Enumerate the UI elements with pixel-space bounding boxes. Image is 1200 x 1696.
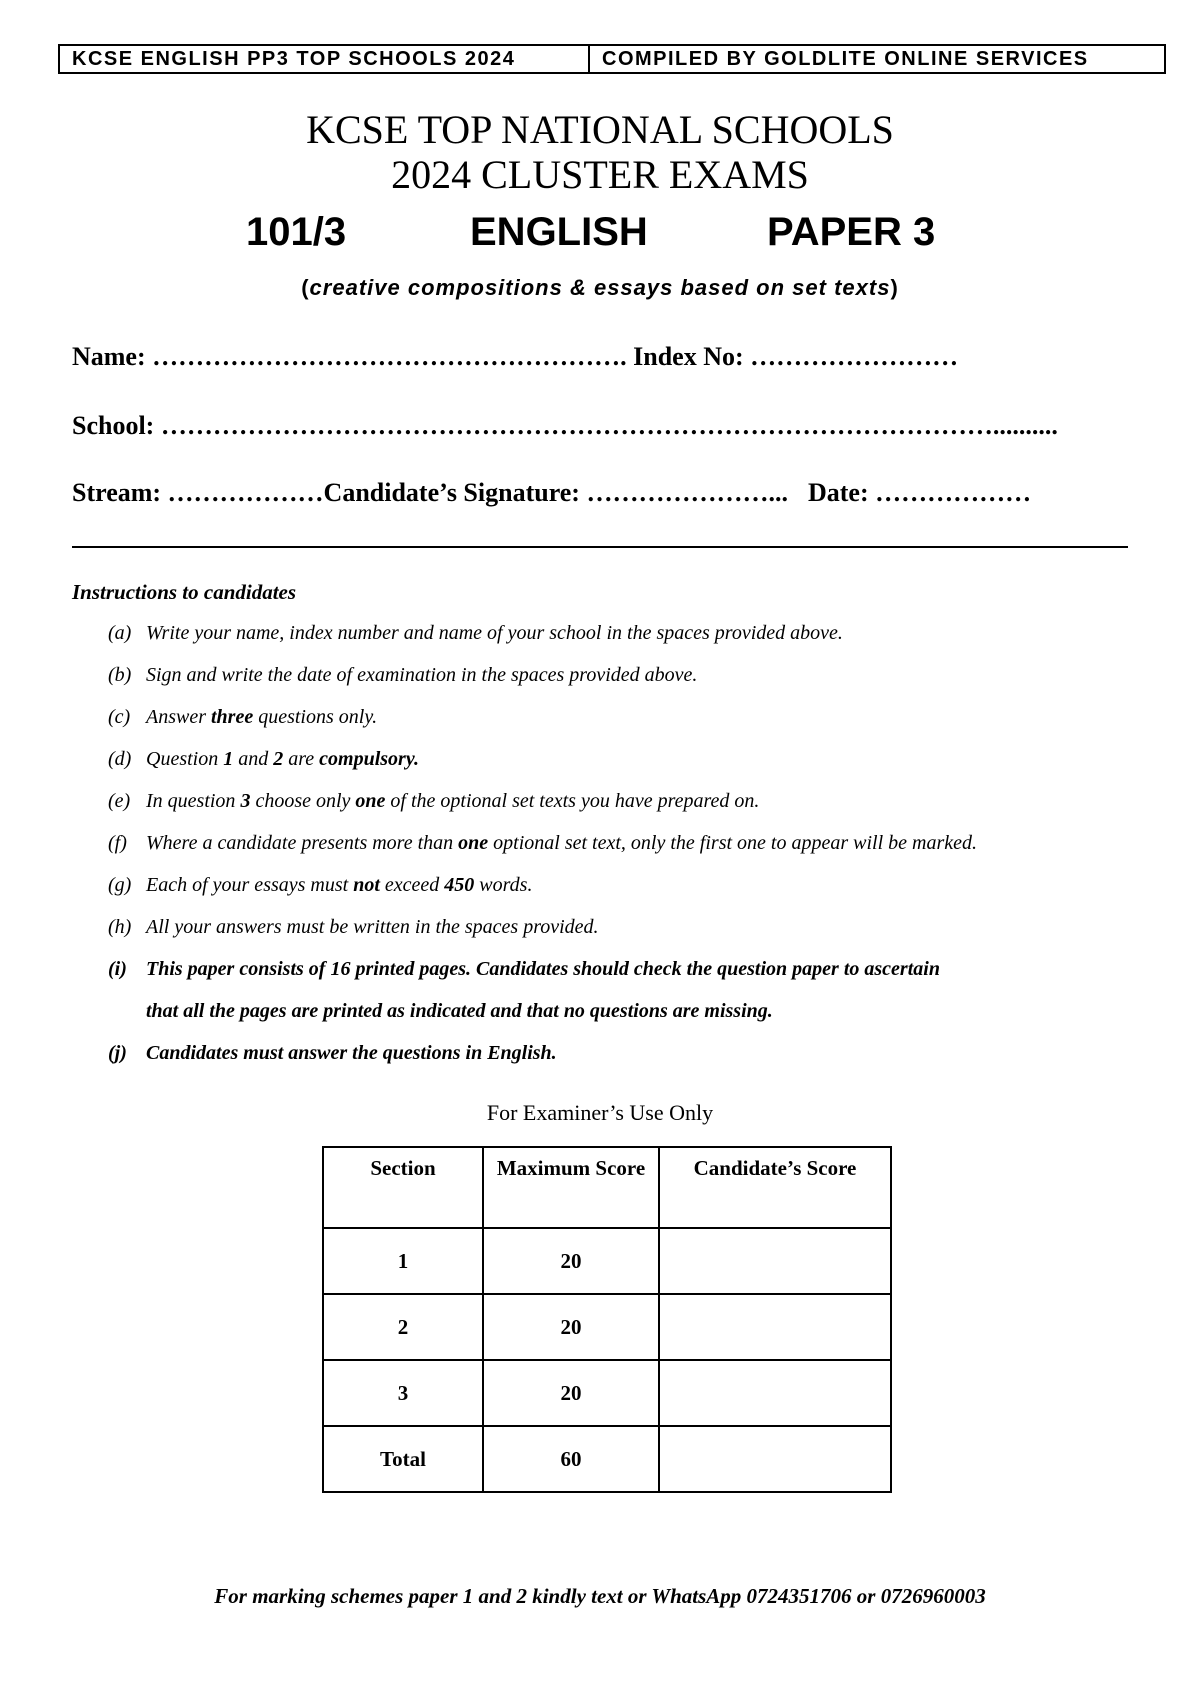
paper-subject: ENGLISH [470,210,648,254]
instruction-f: (f) Where a candidate presents more than one optional set text, only the first one to appear will be marked. [108,832,977,854]
index-number-field[interactable]: Index No: …………………… [633,342,959,371]
section-cell: 1 [323,1228,483,1294]
table-row-total [323,1426,891,1492]
instruction-j: (j) Candidates must answer the questions in English. [108,1042,557,1064]
instruction-b: (b) Sign and write the date of examination in the spaces provided above. [108,664,698,686]
section-cell: 2 [323,1294,483,1360]
max-score-cell: 20 [483,1228,659,1294]
paper-description-text: creative compositions & essays based on set texts [309,275,891,300]
max-score-cell: 60 [483,1426,659,1492]
candidate-score-cell[interactable] [659,1294,891,1360]
section-cell: 3 [323,1360,483,1426]
header-right-text: COMPILED BY GOLDLITE ONLINE SERVICES [602,47,1089,70]
header-section: Section [323,1147,483,1228]
header-candidate-score: Candidate’s Score [659,1147,891,1228]
instruction-c: (c) Answer three questions only. [108,706,378,728]
max-score-cell: 20 [483,1294,659,1360]
candidate-score-cell[interactable] [659,1360,891,1426]
header-left-text: KCSE ENGLISH PP3 TOP SCHOOLS 2024 [60,46,590,72]
instruction-g: (g) Each of your essays must not exceed 450 words. [108,874,533,896]
exam-title-line1: KCSE TOP NATIONAL SCHOOLS [306,107,894,152]
signature-field[interactable]: Candidate’s Signature: …………………... [323,478,788,507]
table-row [323,1360,891,1426]
instruction-a: (a) Write your name, index number and name of your school in the spaces provided above. [108,622,843,644]
stream-field-row [72,478,1031,508]
instructions-heading: Instructions to candidates [72,580,297,604]
page-header-box [58,44,1166,74]
instruction-h: (h) All your answers must be written in the spaces provided. [108,916,599,938]
paper-description: (creative compositions & essays based on set texts) [301,275,899,300]
name-field[interactable]: Name: ………………………………………………. [72,342,634,371]
paper-code: 101/3 [246,210,347,254]
school-field[interactable]: School: …………………………………………………………………………………….......... [72,411,1058,440]
candidate-score-cell[interactable] [659,1228,891,1294]
table-row [323,1228,891,1294]
examiner-caption: For Examiner’s Use Only [486,1100,714,1125]
instruction-i: (i) This paper consists of 16 printed pages. Candidates should check the question paper to ascertain [108,958,940,980]
max-score-cell: 20 [483,1360,659,1426]
divider [72,546,1128,548]
table-row [323,1294,891,1360]
instruction-e: (e) In question 3 choose only one of the optional set texts you have prepared on. [108,790,760,812]
score-table [322,1146,892,1493]
header-maximum-score: Maximum Score [483,1147,659,1228]
date-field[interactable]: Date: ……………… [807,478,1032,507]
name-field-row [72,342,958,372]
stream-field[interactable]: Stream: ……………… [72,478,324,507]
paper-number: PAPER 3 [767,210,936,254]
candidate-score-cell[interactable] [659,1426,891,1492]
score-table-header [323,1147,891,1228]
footer-note: For marking schemes paper 1 and 2 kindly text or WhatsApp 0724351706 or 0726960003 [214,1584,986,1608]
exam-title-line2: 2024 CLUSTER EXAMS [391,152,809,197]
instruction-d: (d) Question 1 and 2 are compulsory. [108,748,419,770]
instruction-i-continuation: that all the pages are printed as indicated and that no questions are missing. [146,1000,773,1022]
section-cell: Total [323,1426,483,1492]
